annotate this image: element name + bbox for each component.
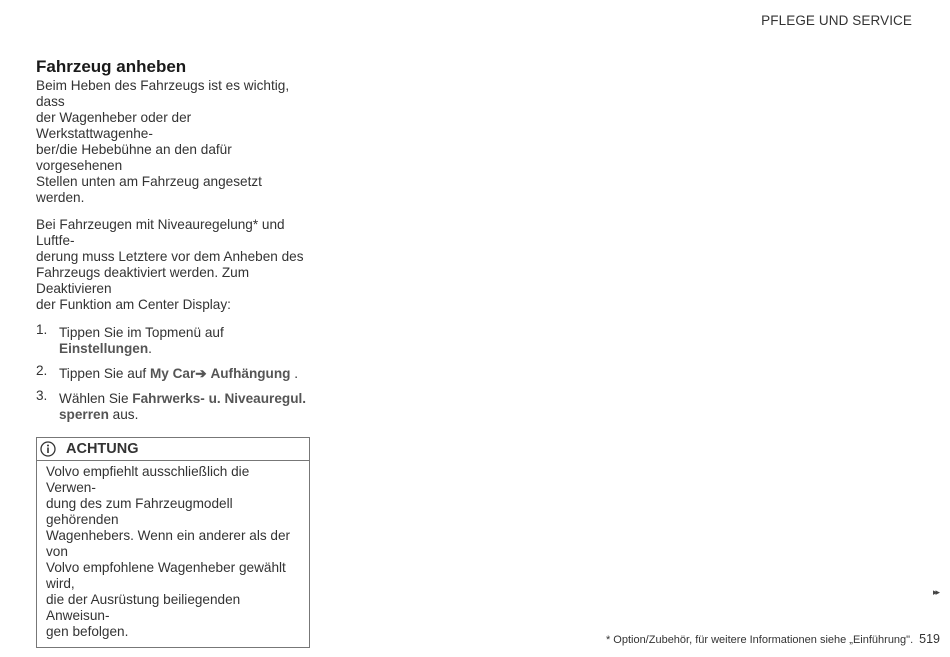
step-text: Tippen Sie auf (59, 366, 150, 381)
ui-term: Einstellungen (59, 341, 149, 356)
text-line: der Funktion am Center Display: (36, 297, 231, 312)
ui-term: sperren (59, 407, 109, 422)
text-line: gen befolgen. (46, 624, 129, 639)
page-number: 519 (919, 632, 940, 646)
section-header: PFLEGE UND SERVICE (761, 13, 912, 28)
step-number: 3. (36, 388, 48, 403)
steps-list (36, 322, 311, 423)
text-line: Volvo empfohlene Wagenheber gewählt wird, (46, 560, 286, 591)
warning-box (36, 437, 310, 648)
footnote: * Option/Zubehör, für weitere Informationen siehe „Einführung". (605, 634, 914, 646)
warning-header (37, 438, 309, 461)
footer (606, 632, 940, 646)
step-text: . (148, 341, 152, 356)
text-line: Beim Heben des Fahrzeugs ist es wichtig, dass (36, 78, 290, 109)
text-line: die der Ausrüstung beiliegenden Anweisun- (46, 592, 241, 623)
arrow-right-icon: ➔ (195, 366, 207, 381)
text-line: Stellen unten am Fahrzeug angesetzt werden. (36, 174, 262, 205)
ui-term: Fahrwerks- u. Niveauregul. (132, 391, 307, 406)
warning-text (37, 461, 309, 647)
step-number: 1. (36, 322, 48, 337)
text-line: Bei Fahrzeugen mit Niveauregelung* und Luftfe- (36, 217, 285, 248)
text-line: Wagenhebers. Wenn ein anderer als der von (46, 528, 291, 559)
step-text: . (290, 366, 299, 381)
content-column (36, 57, 311, 648)
step-text: aus. (108, 407, 139, 422)
list-item (36, 363, 311, 382)
list-item (36, 322, 311, 357)
step-number: 2. (36, 363, 48, 378)
step-text: Tippen Sie im Topmenü auf (59, 325, 224, 340)
intro-paragraph (36, 78, 311, 206)
text-line: dung des zum Fahrzeugmodell gehörenden (46, 496, 233, 527)
info-circle-icon (40, 441, 56, 457)
list-item (36, 388, 311, 423)
text-line: Fahrzeugs deaktiviert werden. Zum Deaktivieren (36, 265, 250, 296)
ui-term: Aufhängung (210, 366, 291, 381)
text-line: ber/die Hebebühne an den dafür vorgesehenen (36, 142, 232, 173)
text-line: derung muss Letztere vor dem Anheben des (36, 249, 304, 264)
text-line: Volvo empfiehlt ausschließlich die Verwen- (46, 464, 250, 495)
warning-title: ACHTUNG (66, 441, 139, 457)
text-line: der Wagenheber oder der Werkstattwagenhe- (36, 110, 192, 141)
next-page-icon: ▸▸ (932, 587, 938, 597)
niveau-paragraph (36, 217, 311, 313)
ui-term: My Car (149, 366, 196, 381)
step-text: Wählen Sie (59, 391, 133, 406)
page-title: Fahrzeug anheben (36, 57, 187, 76)
